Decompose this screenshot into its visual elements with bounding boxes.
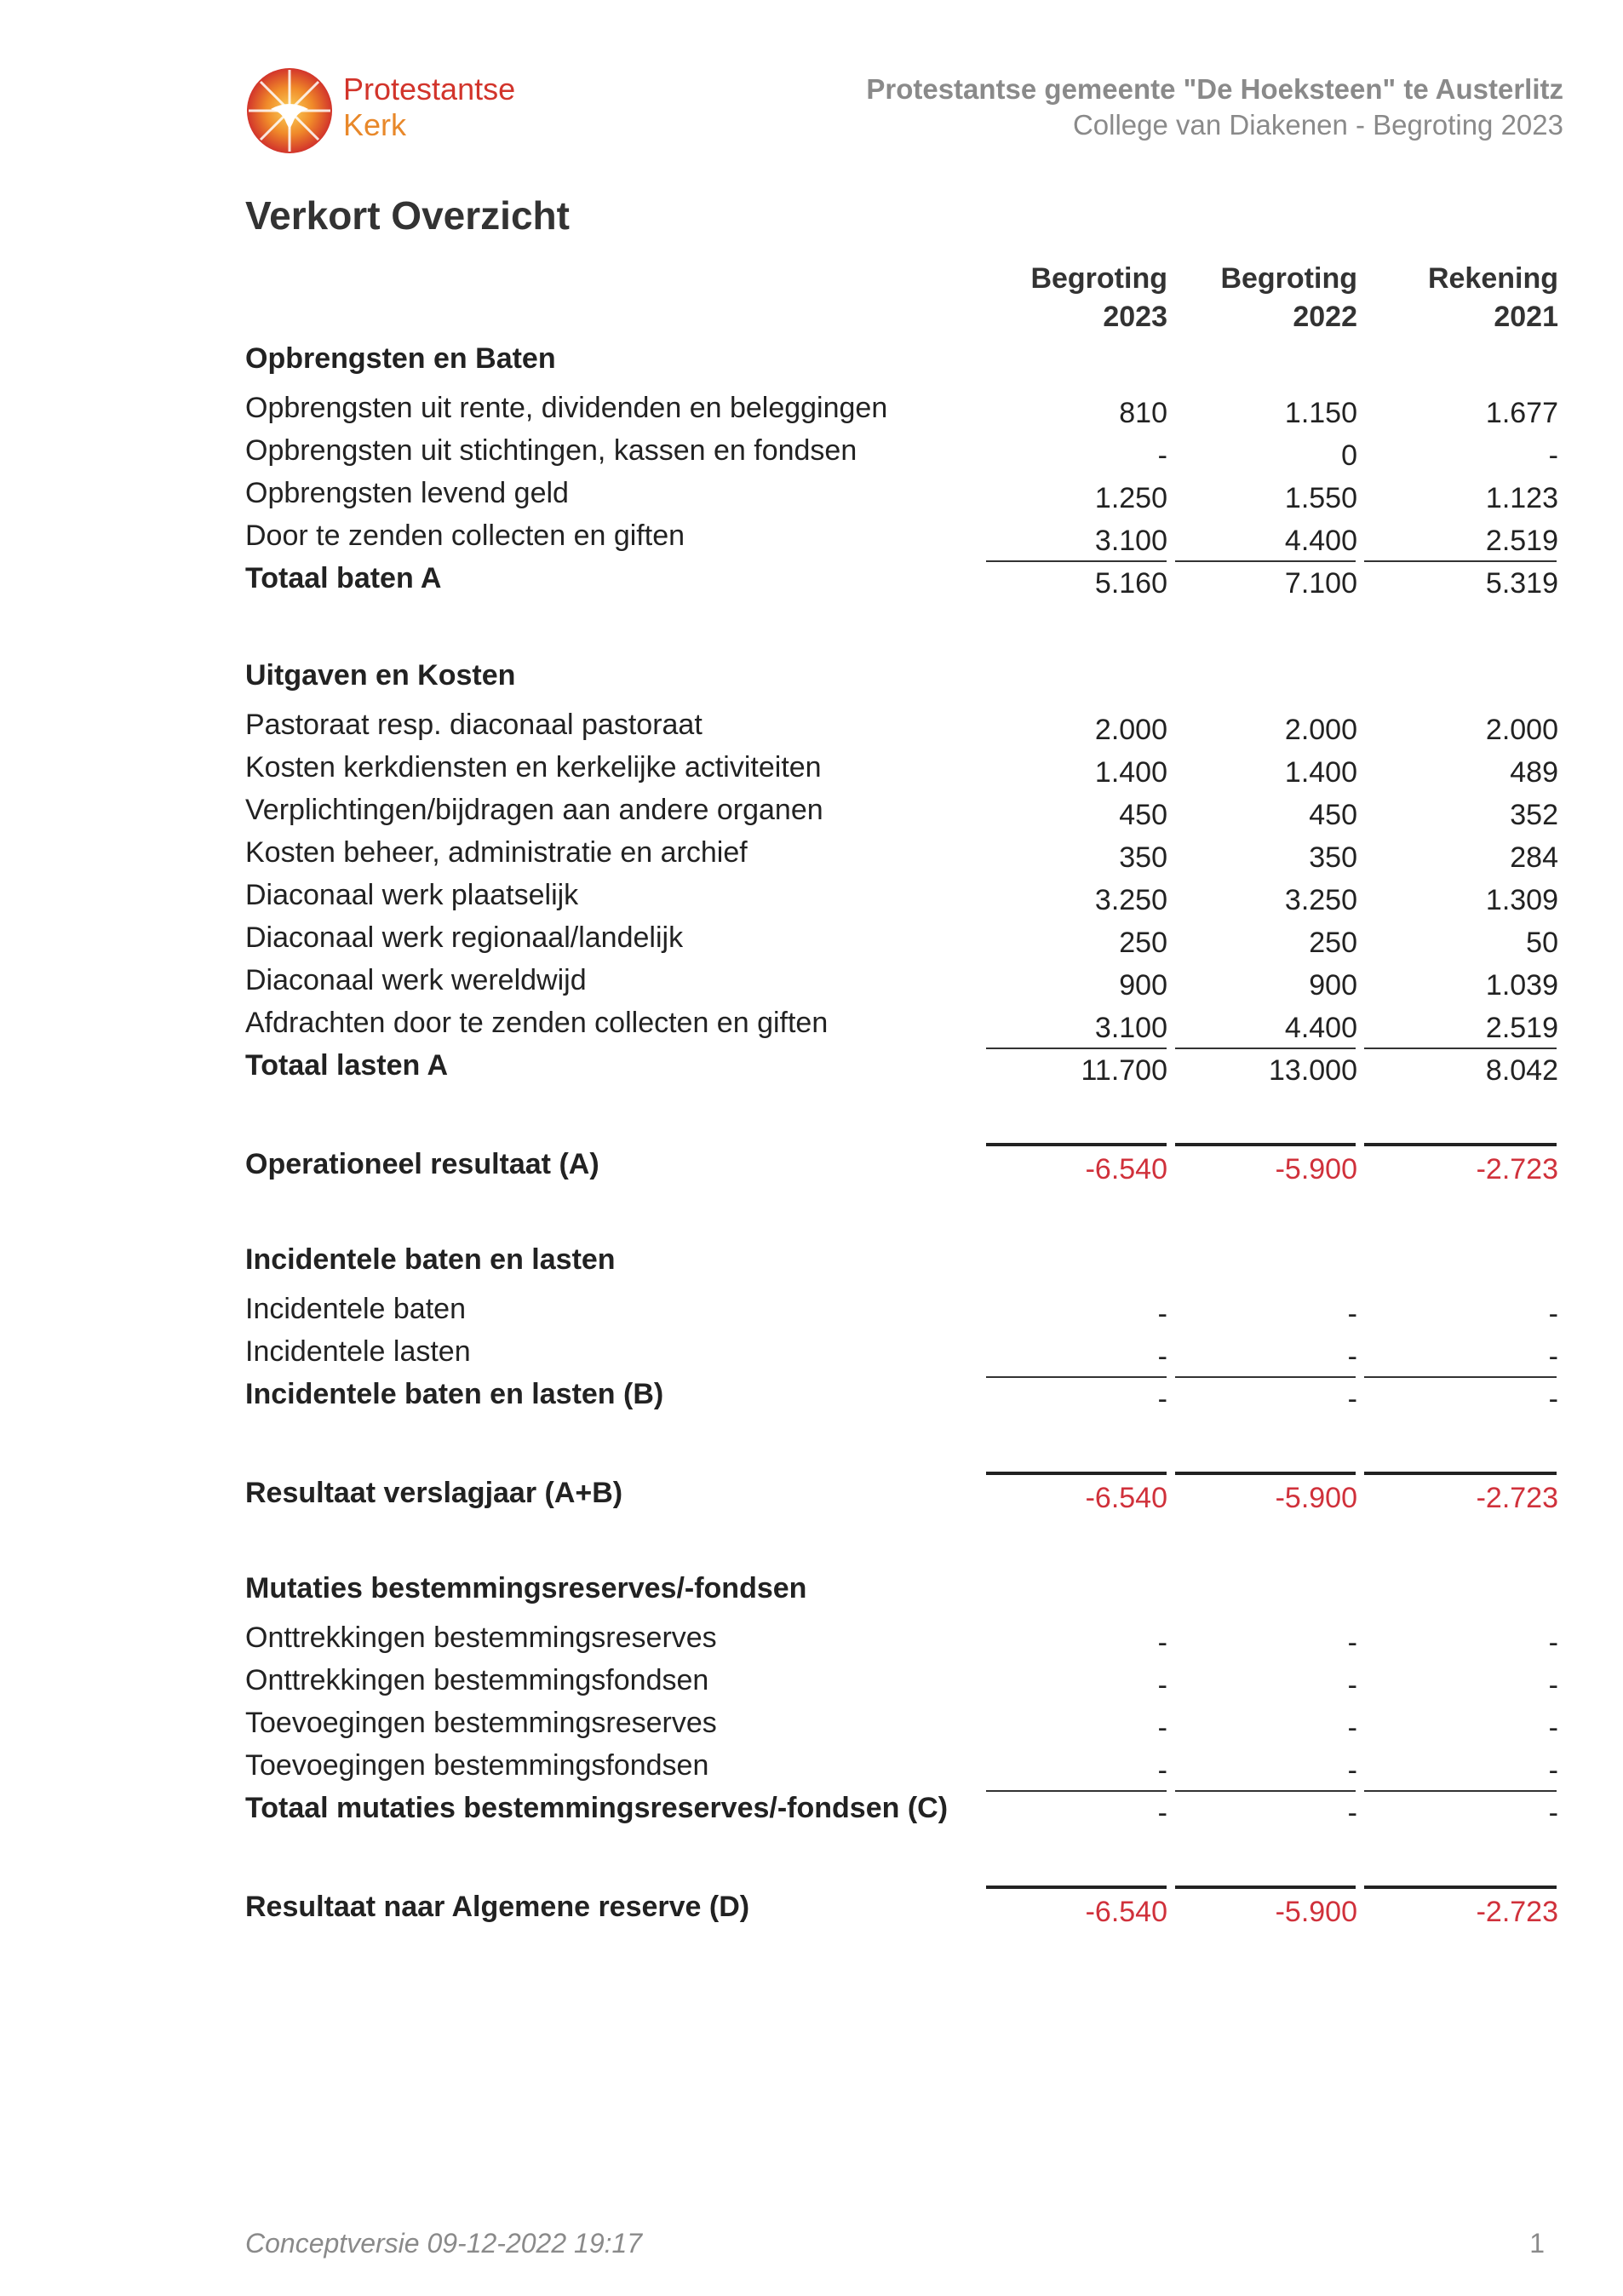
value-begroting-2023: - [1157, 1383, 1167, 1415]
row-label: Onttrekkingen bestemmingsreserves [245, 1622, 717, 1654]
section-heading-mutaties: Mutaties bestemmingsreserves/-fondsen [245, 1572, 807, 1604]
table-row-regionaal [245, 921, 1623, 964]
value-rekening-2021: - [1548, 1669, 1558, 1702]
row-label: Totaal baten A [245, 562, 442, 594]
value-begroting-2022: - [1347, 1298, 1357, 1330]
page-number: 1 [1529, 2228, 1545, 2259]
row-label: Diaconaal werk regionaal/landelijk [245, 921, 684, 954]
row-label: Afdrachten door te zenden collecten en giften [245, 1007, 829, 1039]
value-begroting-2022: 3.250 [1284, 884, 1357, 916]
table-row-resultaat-verslagjaar [245, 1477, 1623, 1519]
value-rekening-2021: -2.723 [1476, 1482, 1558, 1514]
value-begroting-2022: 900 [1309, 969, 1357, 1002]
value-begroting-2022: - [1347, 1712, 1357, 1744]
value-begroting-2023: - [1157, 1627, 1167, 1659]
row-label: Opbrengsten uit rente, dividenden en beleggingen [245, 392, 888, 424]
table-row-toevoegingen-fondsen [245, 1749, 1623, 1792]
value-begroting-2023: - [1157, 1669, 1167, 1702]
column-header-line-1: Begroting [1030, 262, 1167, 295]
value-rekening-2021: - [1548, 1340, 1558, 1373]
table-row-wereldwijd [245, 964, 1623, 1007]
row-label: Diaconaal werk plaatselijk [245, 879, 579, 911]
column-header-line-1: Rekening [1427, 262, 1558, 295]
value-begroting-2023: 3.100 [1094, 525, 1167, 557]
result-rule [1364, 1472, 1557, 1475]
value-rekening-2021: -2.723 [1476, 1896, 1558, 1928]
row-label: Kosten kerkdiensten en kerkelijke activiteiten [245, 751, 822, 784]
value-rekening-2021: - [1548, 1754, 1558, 1787]
table-row-totaal-mutaties [245, 1792, 1623, 1834]
table-row-beheer [245, 836, 1623, 879]
value-begroting-2022: 1.150 [1284, 397, 1357, 429]
value-begroting-2023: 11.700 [1081, 1054, 1167, 1087]
value-rekening-2021: - [1548, 1797, 1558, 1829]
logo-line-1: Protestantse [343, 72, 516, 106]
value-begroting-2022: -5.900 [1275, 1896, 1357, 1928]
result-rule [1175, 1472, 1356, 1475]
value-begroting-2022: - [1347, 1340, 1357, 1373]
value-begroting-2022: 13.000 [1269, 1054, 1357, 1087]
row-label: Resultaat naar Algemene reserve (D) [245, 1891, 750, 1923]
row-label: Operationeel resultaat (A) [245, 1148, 599, 1180]
table-row-totaal-lasten [245, 1049, 1623, 1092]
header-organization: Protestantse gemeente "De Hoeksteen" te Austerlitz [866, 73, 1563, 105]
row-label: Incidentele baten [245, 1293, 466, 1325]
value-rekening-2021: 284 [1510, 841, 1558, 874]
value-rekening-2021: - [1548, 1383, 1558, 1415]
row-label: Toevoegingen bestemmingsreserves [245, 1707, 717, 1739]
table-row-rente [245, 392, 1623, 434]
row-label: Totaal mutaties bestemmingsreserves/-fondsen (C) [245, 1792, 949, 1824]
row-label: Door te zenden collecten en giften [245, 519, 685, 552]
value-begroting-2023: 350 [1119, 841, 1167, 874]
table-row-incidentele-baten [245, 1293, 1623, 1335]
value-begroting-2023: - [1157, 1712, 1167, 1744]
table-row-plaatselijk [245, 879, 1623, 921]
value-begroting-2022: 4.400 [1284, 1012, 1357, 1044]
table-row-levend-geld [245, 477, 1623, 519]
column-header-begroting-2023 [1030, 260, 1167, 336]
column-header-rekening-2021 [1428, 260, 1558, 336]
table-row-stichtingen [245, 434, 1623, 477]
value-begroting-2022: - [1347, 1669, 1357, 1702]
table-row-operationeel-resultaat [245, 1148, 1623, 1191]
value-begroting-2022: 350 [1309, 841, 1357, 874]
result-rule [1175, 1886, 1356, 1889]
row-label: Diaconaal werk wereldwijd [245, 964, 587, 996]
value-begroting-2023: 900 [1119, 969, 1167, 1002]
value-begroting-2022: - [1347, 1627, 1357, 1659]
table-row-incidentele-lasten [245, 1335, 1623, 1378]
row-label: Onttrekkingen bestemmingsfondsen [245, 1664, 709, 1696]
section-heading-opbrengsten: Opbrengsten en Baten [245, 342, 556, 375]
table-row-incidentele-totaal [245, 1378, 1623, 1421]
section-heading-incidenteel: Incidentele baten en lasten [245, 1243, 616, 1276]
value-begroting-2022: 2.000 [1284, 714, 1357, 746]
row-label: Opbrengsten uit stichtingen, kassen en fondsen [245, 434, 857, 467]
page-title: Verkort Overzicht [245, 193, 570, 238]
value-rekening-2021: 1.039 [1485, 969, 1558, 1002]
row-label: Totaal lasten A [245, 1049, 449, 1082]
value-begroting-2022: 4.400 [1284, 525, 1357, 557]
value-begroting-2022: -5.900 [1275, 1153, 1357, 1185]
table-row-afdrachten [245, 1007, 1623, 1049]
table-row-pastoraat [245, 709, 1623, 751]
value-begroting-2022: 250 [1309, 927, 1357, 959]
header-subtitle: College van Diakenen - Begroting 2023 [1072, 109, 1563, 141]
value-begroting-2022: 1.400 [1284, 756, 1357, 789]
value-rekening-2021: 1.309 [1485, 884, 1558, 916]
result-rule [986, 1472, 1167, 1475]
value-rekening-2021: 2.519 [1485, 1012, 1558, 1044]
row-label: Incidentele lasten [245, 1335, 471, 1368]
row-label: Verplichtingen/bijdragen aan andere organen [245, 794, 823, 826]
table-row-resultaat-algemene-reserve [245, 1891, 1623, 1933]
table-row-toevoegingen-reserves [245, 1707, 1623, 1749]
value-begroting-2022: 0 [1341, 439, 1357, 472]
value-begroting-2022: - [1347, 1383, 1357, 1415]
table-row-onttrekkingen-reserves [245, 1622, 1623, 1664]
value-begroting-2023: 810 [1119, 397, 1167, 429]
value-rekening-2021: 489 [1510, 756, 1558, 789]
value-begroting-2023: - [1157, 1797, 1167, 1829]
logo-line-2: Kerk [343, 107, 407, 142]
value-begroting-2022: - [1347, 1754, 1357, 1787]
value-begroting-2023: - [1157, 1298, 1167, 1330]
result-rule [986, 1886, 1167, 1889]
value-begroting-2022: -5.900 [1275, 1482, 1357, 1514]
value-begroting-2023: 450 [1119, 799, 1167, 831]
value-begroting-2023: 250 [1119, 927, 1167, 959]
table-row-onttrekkingen-fondsen [245, 1664, 1623, 1707]
column-header-line-2: 2021 [1494, 301, 1558, 333]
result-rule [1175, 1143, 1356, 1146]
value-rekening-2021: - [1548, 1712, 1558, 1744]
table-row-totaal-baten [245, 562, 1623, 605]
column-header-line-1: Begroting [1220, 262, 1357, 295]
value-begroting-2023: - [1157, 1340, 1167, 1373]
row-label: Kosten beheer, administratie en archief [245, 836, 748, 869]
table-row-kerkdiensten [245, 751, 1623, 794]
value-begroting-2023: -6.540 [1085, 1153, 1167, 1185]
value-rekening-2021: 1.677 [1485, 397, 1558, 429]
value-begroting-2023: 3.100 [1094, 1012, 1167, 1044]
row-label: Incidentele baten en lasten (B) [245, 1378, 664, 1410]
footer-version: Conceptversie 09-12-2022 19:17 [245, 2228, 643, 2259]
column-header-line-2: 2022 [1293, 301, 1357, 333]
row-label: Resultaat verslagjaar (A+B) [245, 1477, 623, 1509]
column-header-begroting-2022 [1220, 260, 1357, 336]
value-begroting-2023: - [1157, 439, 1167, 472]
result-rule [986, 1143, 1167, 1146]
value-begroting-2023: 3.250 [1094, 884, 1167, 916]
value-rekening-2021: 352 [1510, 799, 1558, 831]
table-row-verplichtingen [245, 794, 1623, 836]
table-row-collecten [245, 519, 1623, 562]
protestantse-kerk-logo [245, 66, 577, 155]
value-begroting-2022: 7.100 [1284, 567, 1357, 600]
result-rule [1364, 1886, 1557, 1889]
value-rekening-2021: 1.123 [1485, 482, 1558, 514]
cross-sun-icon [245, 66, 334, 155]
value-begroting-2022: - [1347, 1797, 1357, 1829]
value-rekening-2021: 2.000 [1485, 714, 1558, 746]
value-rekening-2021: - [1548, 439, 1558, 472]
row-label: Opbrengsten levend geld [245, 477, 569, 509]
value-begroting-2023: 1.250 [1094, 482, 1167, 514]
value-rekening-2021: 50 [1526, 927, 1558, 959]
value-begroting-2022: 450 [1309, 799, 1357, 831]
value-begroting-2023: -6.540 [1085, 1482, 1167, 1514]
column-header-line-2: 2023 [1103, 301, 1167, 333]
section-heading-uitgaven: Uitgaven en Kosten [245, 659, 516, 692]
value-rekening-2021: 2.519 [1485, 525, 1558, 557]
value-begroting-2023: 2.000 [1094, 714, 1167, 746]
value-rekening-2021: - [1548, 1298, 1558, 1330]
value-begroting-2023: 1.400 [1094, 756, 1167, 789]
logo-wordmark [343, 72, 515, 143]
value-begroting-2023: 5.160 [1094, 567, 1167, 600]
value-rekening-2021: -2.723 [1476, 1153, 1558, 1185]
row-label: Pastoraat resp. diaconaal pastoraat [245, 709, 703, 741]
value-rekening-2021: 5.319 [1485, 567, 1558, 600]
value-begroting-2023: -6.540 [1085, 1896, 1167, 1928]
value-rekening-2021: - [1548, 1627, 1558, 1659]
result-rule [1364, 1143, 1557, 1146]
value-rekening-2021: 8.042 [1485, 1054, 1558, 1087]
value-begroting-2022: 1.550 [1284, 482, 1357, 514]
value-begroting-2023: - [1157, 1754, 1167, 1787]
row-label: Toevoegingen bestemmingsfondsen [245, 1749, 709, 1782]
